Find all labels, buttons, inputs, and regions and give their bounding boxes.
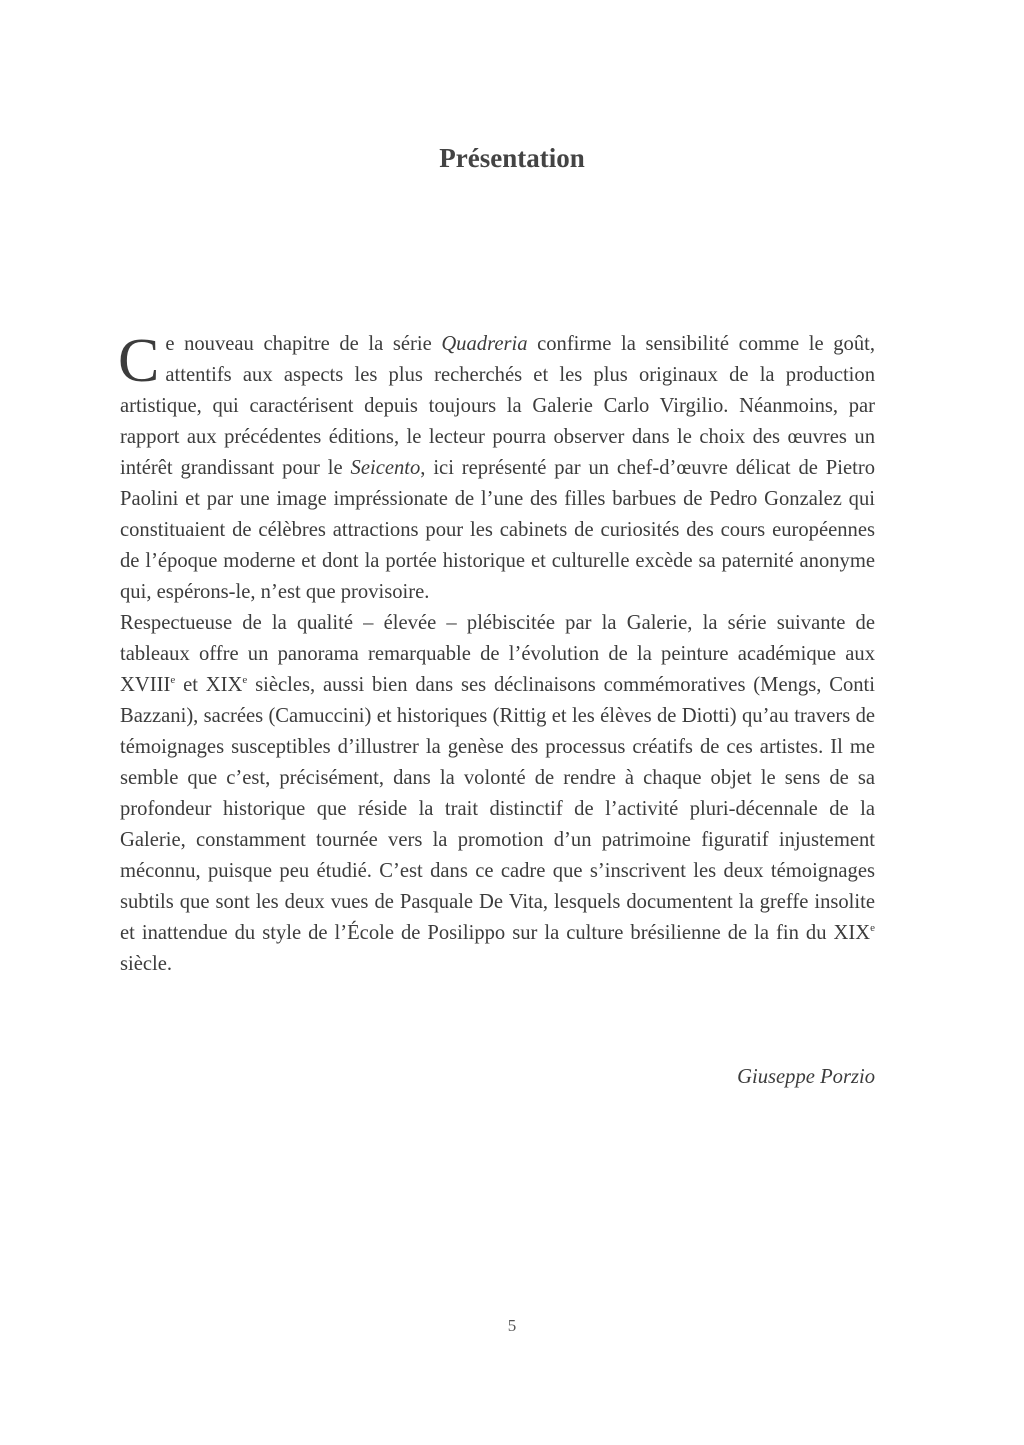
paragraph-1-emphasis-seicento: Seicento [350, 457, 421, 479]
page-title: Présentation [439, 143, 585, 173]
paragraph-2-text-b: et XIX [175, 674, 243, 696]
paragraph-1-text-a: e nouveau chapitre de la série [165, 333, 442, 355]
paragraph-2 [120, 608, 875, 980]
superscript-e: e [242, 674, 248, 686]
paragraph-1 [120, 329, 875, 608]
paragraph-2-text-d: siècle. [120, 953, 173, 975]
body-text [120, 329, 875, 980]
page-number: 5 [507, 1316, 517, 1335]
paragraph-2-text-c: siècles, aussi bien dans ses déclinaisons commémoratives (Mengs, Conti Bazzani), sacrées (Camuccini) et historiques (Rittig et les élèves de Diotti) qu’au travers de témoignages susceptibles d’illustrer la genèse des processus créatifs de ces artistes. Il me semble que c’est, précisément, dans la volonté de rendre à chaque objet le sens de sa profondeur historique que réside la trait distinctif de l’activité pluri-décennale de la Galerie, constamment tournée vers la promotion d’un patrimoine figuratif injustement méconnu, puisque peu étudié. C’est dans ce cadre que s’inscrivent les deux témoignages subtils que sont les deux vues de Pasquale De Vita, lesquels documentent la greffe insolite et inattendue du style de l’École de Posilippo sur la culture brésilienne de la fin du XIX [120, 674, 875, 944]
superscript-e: e [170, 674, 176, 686]
drop-cap: C [118, 327, 160, 395]
paragraph-2-text-a: Respectueuse de la qualité – élevée – plébiscitée par la Galerie, la série suivante de tableaux offre un panorama remarquable de l’évolution de la peinture académique aux XVIII [120, 612, 875, 696]
paragraph-1-text-c: , ici représenté par un chef-d’œuvre délicat de Pietro Paolini et par une image impréssionate de l’une des filles barbues de Pedro Gonzalez qui constituaient de célèbres attractions pour les cabinets de curiosités des cours européennes de l’époque moderne et dont la portée historique et culturelle excède sa paternité anonyme qui, espérons-le, n’est que provisoire. [120, 457, 875, 603]
author-signature: Giuseppe Porzio [737, 1066, 875, 1088]
paragraph-1-emphasis-quadreria: Quadreria [441, 333, 528, 355]
paragraph-1-text-b: confirme la sensibilité comme le goût, attentifs aux aspects les plus recherchés et les plus originaux de la production artistique, qui caractérisent depuis toujours la Galerie Carlo Virgilio. Néanmoins, par rapport aux précédentes éditions, le lecteur pourra observer dans le choix des œuvres un intérêt grandissant pour le [120, 333, 875, 479]
superscript-e: e [870, 922, 875, 934]
